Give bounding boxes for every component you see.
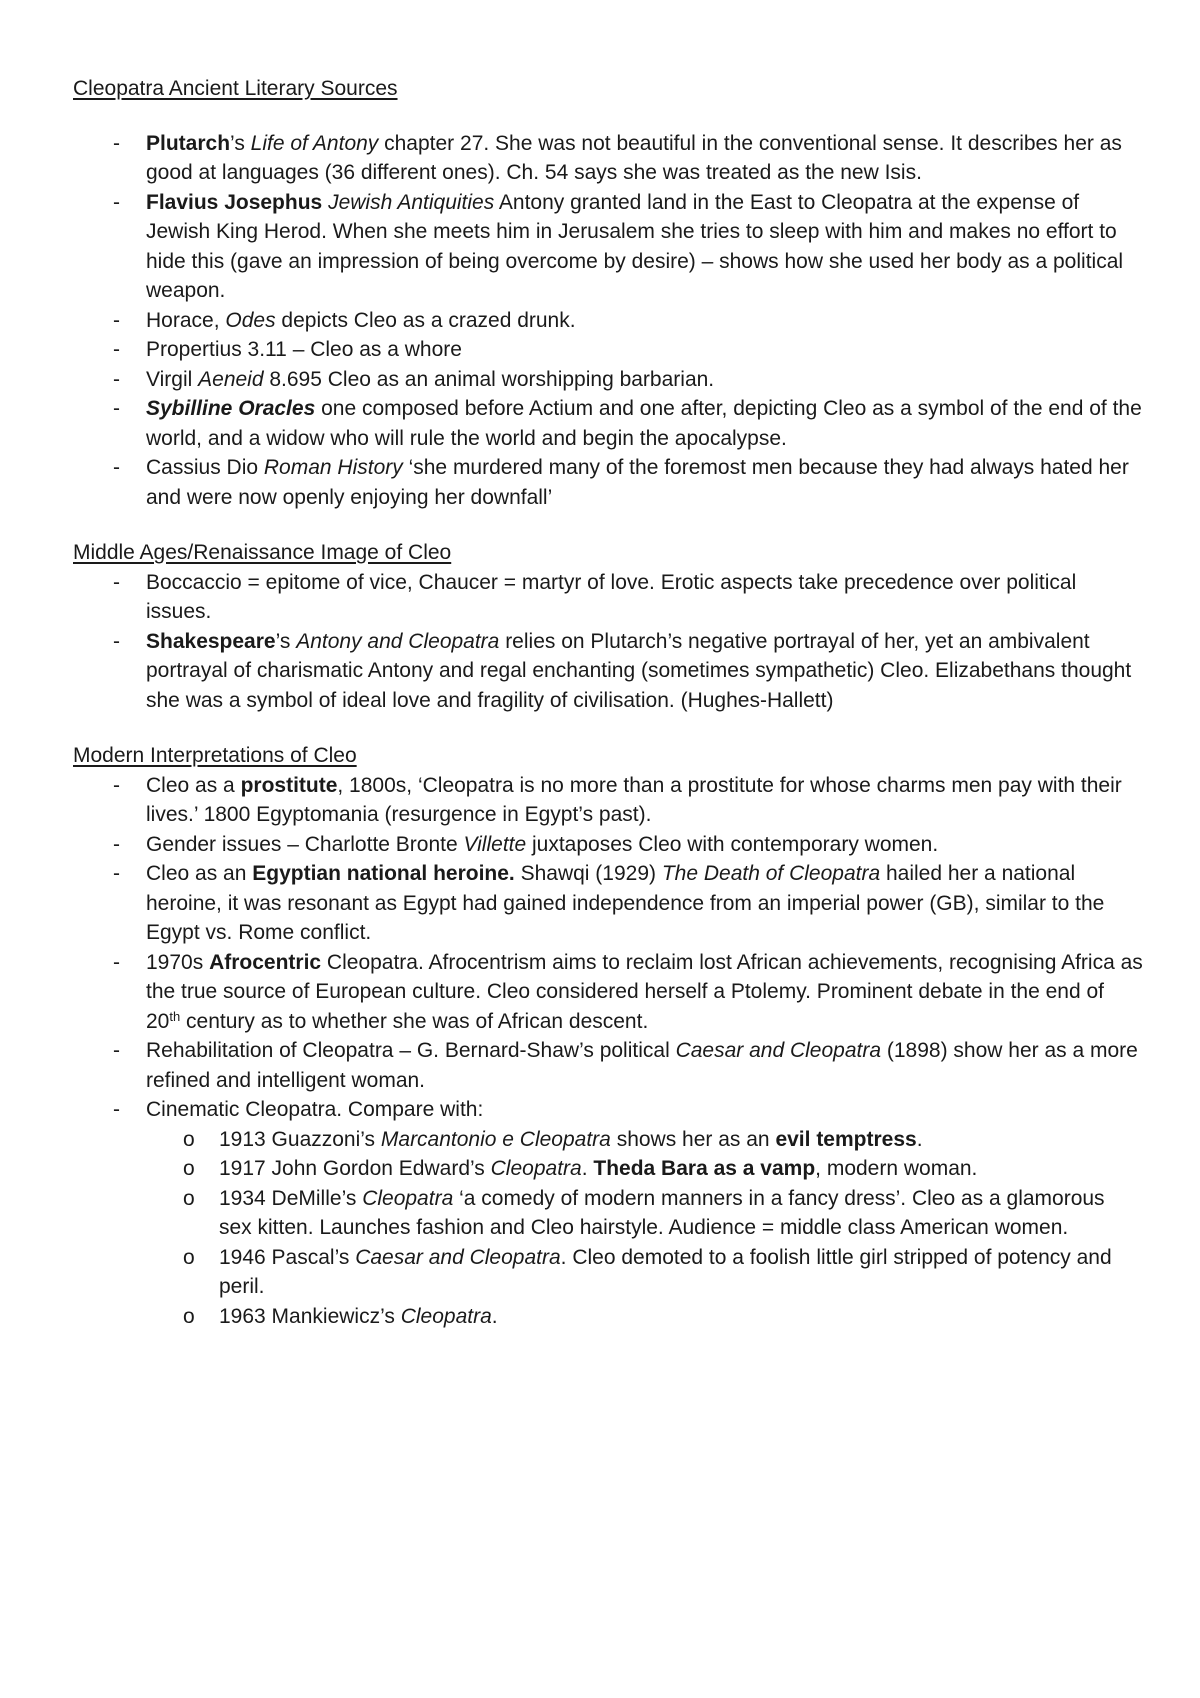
text-run: 1946 Pascal’s [219,1245,356,1269]
text-run: 1970s [146,950,210,974]
list-item [73,335,1143,365]
text-run: . [491,1304,498,1328]
text-run: Antony and Cleopatra [296,629,500,653]
list-item [73,453,1143,512]
sub-list-item [73,1243,1143,1302]
text-run: Virgil [146,367,199,391]
text-run: 8.695 Cleo as an animal worshipping barbarian. [263,367,715,391]
text-run: century as to whether she was of African descent. [180,1009,649,1033]
text-run: Jewish Antiquities [328,190,495,214]
text-run: (1898) show her as a more refined and intelligent woman. [146,1039,1138,1092]
text-run: Afrocentric [209,950,322,974]
text-run: chapter 27. She was not beautiful in the conventional sense. It describes her as good at languages (36 different ones). Ch. 54 says she was treated as the new Isis. [146,131,1122,184]
text-run: Caesar and Cleopatra [355,1245,561,1269]
text-run-inner: Sybilline Oracles [146,397,316,420]
text-run: Aeneid [198,367,264,391]
text-run: prostitute [240,773,338,797]
text-run: Shawqi (1929) [514,862,662,885]
bullet-list [73,771,1143,1332]
text-run: Caesar and Cleopatra [675,1039,882,1062]
text-run: Propertius 3.11 – Cleo as a whore [146,338,462,361]
text-run: ‘she murdered many of the foremost men because they had always hated her and were now openly enjoying her downfall’ [146,456,1129,509]
text-run: Cleopatra [490,1157,582,1180]
text-run [146,397,315,420]
sub-list-item [73,1125,1143,1155]
text-run: Marcantonio e Cleopatra [380,1127,611,1151]
text-run: Villette [463,832,527,856]
text-run: evil temptress [775,1127,917,1151]
list-item [73,859,1143,948]
document-body [73,74,1143,1331]
section-heading: Middle Ages/Renaissance Image of Cleo [73,541,452,564]
list-item [73,365,1143,395]
text-run: Roman History [263,456,403,479]
text-run: relies on Plutarch’s negative portrayal of her, yet an ambivalent portrayal of charismatic Antony and regal enchanting (sometimes sympathetic) Cleo. Elizabethans thought she was a symbol of ideal love and fragility of civilisation. (Hughes-Hallett) [146,629,1132,712]
text-run: Flavius Josephus [146,190,323,214]
list-item-text [146,1098,483,1121]
text-run: 1963 Mankiewicz’s [219,1304,401,1328]
list-item [73,568,1143,627]
text-run: Cleopatra [400,1304,492,1328]
text-run: depicts Cleo as a crazed drunk. [275,308,576,332]
text-run: 1934 DeMille’s [219,1186,363,1210]
text-run: Theda Bara as a vamp [593,1157,816,1180]
section-ancient-sources [73,74,1143,512]
bullet-list [73,129,1143,513]
text-run: Plutarch [146,131,231,155]
list-item [73,306,1143,336]
text-run: , modern woman. [815,1157,978,1180]
text-run: 1917 John Gordon Edward’s [219,1157,491,1180]
text-run: ’s [275,629,297,653]
sub-list-item [73,1184,1143,1243]
text-run: Odes [225,308,276,332]
text-run: . [581,1157,594,1180]
text-run: . Cleo demoted to a foolish little girl stripped of potency and peril. [219,1245,1112,1298]
list-item [73,830,1143,860]
list-item [73,1095,1143,1331]
text-run: Egyptian national heroine. [252,862,515,885]
text-run: Horace, [146,308,226,332]
text-run: Cleo as a [146,773,241,797]
text-run: Boccaccio = epitome of vice, Chaucer = martyr of love. Erotic aspects take precedence over political issues. [146,570,1077,623]
text-run: Cleopatra [362,1186,454,1210]
list-item [73,948,1143,1037]
text-run: Life of Antony [250,131,379,155]
sub-list-item [73,1154,1143,1184]
text-run: , 1800s, ‘Cleopatra is no more than a prostitute for whose charms men pay with their lives.’ 1800 Egyptomania (resurgence in Egypt’s past). [146,773,1122,826]
text-run: Rehabilitation of Cleopatra – G. Bernard-Shaw’s political [146,1039,676,1062]
section-middle-ages [73,538,1143,715]
list-item [73,1036,1143,1095]
text-run: th [169,1008,181,1024]
text-run: Shakespeare [146,629,276,653]
text-run: juxtaposes Cleo with contemporary women. [526,832,939,856]
bullet-list [73,568,1143,716]
section-modern [73,741,1143,1331]
text-run: Cleopatra. Afrocentrism aims to reclaim lost African achievements, recognising Africa as the true source of European culture. Cleo considered herself a Ptolemy. Prominent debate in the end of 20 [146,950,1143,1033]
text-run: ‘a comedy of modern manners in a fancy dress’. Cleo as a glamorous sex kitten. Launches fashion and Cleo hairstyle. Audience = middle class American women. [219,1186,1105,1239]
text-run: Antony granted land in the East to Cleopatra at the expense of Jewish King Herod. When she meets him in Jerusalem she tries to sleep with him and makes no effort to hide this (gave an impression of being overcome by desire) – shows how she used her body as a political weapon. [146,190,1124,302]
text-run: 1913 Guazzoni’s [219,1127,381,1151]
text-run: Gender issues – Charlotte Bronte [146,832,464,856]
sub-bullet-list [73,1125,1143,1332]
text-run: shows her as an [610,1127,776,1151]
text-run: Cleo as an [146,862,253,885]
text-run: The Death of Cleopatra [661,862,881,885]
list-item [73,188,1143,306]
section-heading: Cleopatra Ancient Literary Sources [73,77,398,100]
text-run: Cassius Dio [146,456,264,479]
list-item [73,627,1143,716]
text-run: Cinematic Cleopatra. Compare with: [146,1098,484,1121]
text-run: hailed her a national heroine, it was resonant as Egypt had gained independence from an imperial power (GB), similar to the Egypt vs. Rome conflict. [146,862,1105,944]
list-item [73,394,1143,453]
section-heading: Modern Interpretations of Cleo [73,744,357,767]
list-item [73,129,1143,188]
text-run: ’s [230,131,251,155]
list-item [73,771,1143,830]
sub-list-item [73,1302,1143,1332]
text-run: . [916,1127,923,1151]
text-run: one composed before Actium and one after, depicting Cleo as a symbol of the end of the world, and a widow who will rule the world and begin the apocalypse. [146,397,1142,450]
